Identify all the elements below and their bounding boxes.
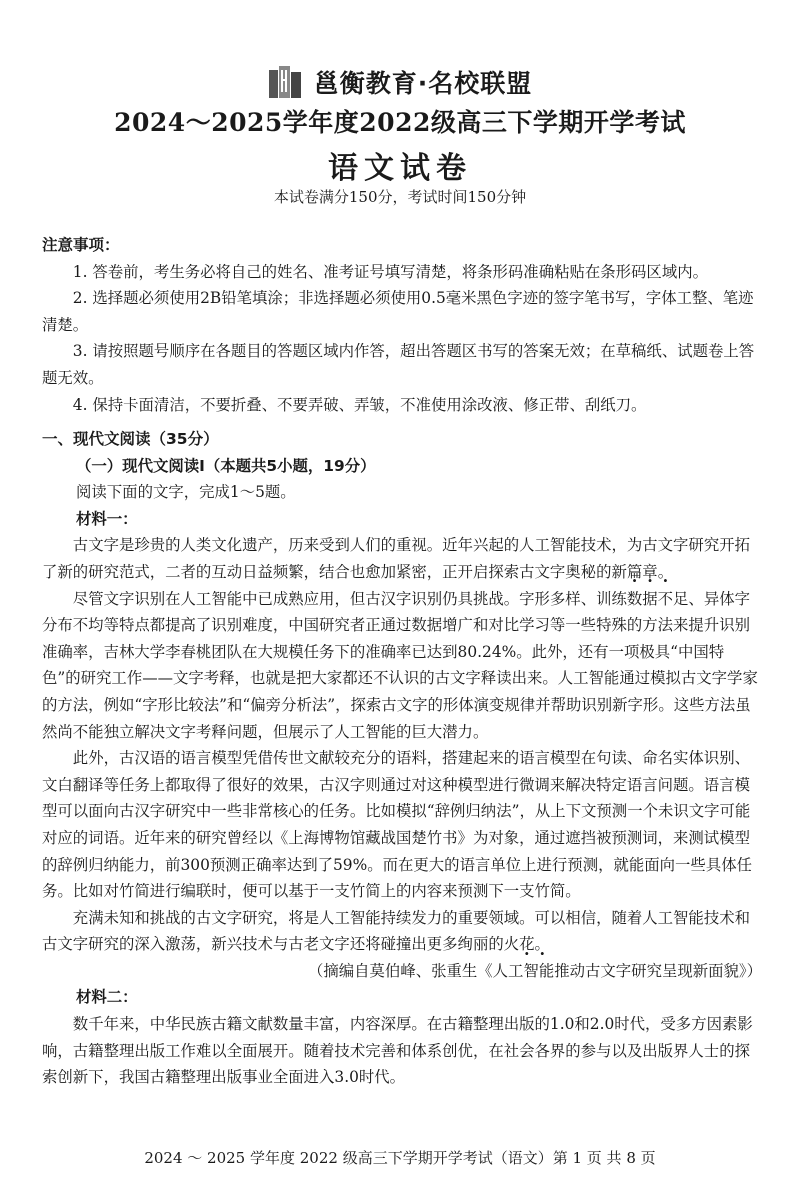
m1-p4-end: 。 (534, 935, 550, 954)
m1-p4-text: 充满未知和挑战的古文字研究，将是人工智能持续发力的重要领域。可以相信，随着人工智能技术和古文字研究的深入激荡，新兴技术与古老文字还将碰撞出更多绚丽的 (42, 908, 750, 954)
reading-instruction: 阅读下面的文字，完成1～5题。 (76, 483, 296, 502)
material-1-paragraph: 此外，古汉语的语言模型凭借传世文献较充分的语料，搭建起来的语言模型在句读、命名实体识别、文白翻译等任务上都取得了很好的效果，古汉字则通过对这种模型进行微调来解决特定语言问题。语言模型可以面向古汉字研究中一些非常核心的任务。比如模拟“辞例归纳法”，从上下文预测一个未识文字可能对应的词语。近年来的研究曾经以《上海博物馆藏战国楚竹书》为对象，通过遮挡被预测词，来测试模型的辞例归纳能力，前300预测正确率达到了59%。而在更大的语言单位上进行预测，就能面向一些具体任务。比如对竹简进行编联时，便可以基于一支竹简上的内容来预测下一支竹简。 (42, 749, 752, 901)
material-1-paragraph (42, 532, 762, 585)
m1-p1-end: 。 (657, 562, 674, 581)
books-logo-icon (268, 64, 302, 100)
m1-p4-dotted-word: 火花 (503, 935, 535, 954)
notice-item-2: 2. 选择题必须使用2B铅笔填涂；非选择题必须使用0.5毫米黑色字迹的签字笔书写，字体工整、笔迹清楚。 (42, 289, 754, 334)
notice-heading: 注意事项： (42, 236, 120, 254)
material-1-paragraph (42, 905, 762, 958)
material-1-paragraph: 尽管文字识别在人工智能中已成熟应用，但古汉字识别仍具挑战。字形多样、训练数据不足、异体字分布不均等特点都提高了识别难度，中国研究者正通过数据增广和对比学习等一些特殊的方法来提升识别准确率，吉林大学李春桃团队在大规模任务下的准确率已达到80.24%。此外，还有一项极具“中国特色”的研究工作——文字考释，也就是把大家都还不认识的古文字释读出来。人工智能通过模拟古文字学家的方法，例如“字形比较法”和“偏旁分析法”，探索古文字的形体演变规律并帮助识别新字形。这些方法虽然尚不能独立解决文字考释问题，但展示了人工智能的巨大潜力。 (42, 589, 758, 741)
header-brand-row (0, 64, 800, 100)
material-2-paragraph: 数千年来，中华民族古籍文献数量丰富，内容深厚。在古籍整理出版的1.0和2.0时代，受多方因素影响，古籍整理出版工作难以全面展开。随着技术完善和体系创优，在社会各界的参与以及出版界人士的探索创新下，我国古籍整理出版事业全面进入3.0时代。 (42, 1015, 753, 1087)
notice-item-1: 1. 答卷前，考生务必将自己的姓名、准考证号填写清楚，将条形码准确粘贴在条形码区域内。 (72, 262, 708, 281)
material-1-label: 材料一： (76, 509, 138, 528)
material-1-source: （摘编自莫伯峰、张重生《人工智能推动古文字研究呈现新面貌》） (307, 961, 762, 980)
score-info: 本试卷满分150分，考试时间150分钟 (273, 188, 527, 206)
m1-p1-dotted-word: 新篇章 (611, 562, 658, 581)
page-footer: 2024 ～ 2025 学年度 2022 级高三下学期开学考试（语文）第 1 页 共 8 页 (144, 1149, 656, 1167)
section-reading (42, 426, 762, 1091)
notice-item-3: 3. 请按照题号顺序在各题目的答题区域内作答，超出答题区书写的答案无效；在草稿纸、试题卷上答题无效。 (42, 342, 755, 387)
exam-title: 2024～2025学年度2022级高三下学期开学考试 (114, 108, 686, 137)
brand-name: 邕衡教育·名校联盟 (313, 69, 533, 98)
material-2-label: 材料二： (76, 988, 138, 1007)
section-title: 一、现代文阅读（35分） (42, 430, 219, 448)
notice-item-4: 4. 保持卡面清洁，不要折叠、不要弄破、弄皱，不准使用涂改液、修正带、刮纸刀。 (72, 395, 647, 414)
m1-p1-text: 古文字是珍贵的人类文化遗产，历来受到人们的重视。近年兴起的人工智能技术，为古文字研究开拓了新的研究范式，二者的互动日益频繁，结合也愈加紧密，正开启探索古文字奥秘的 (42, 536, 750, 581)
subject-title: 语文试卷 (328, 151, 472, 186)
sub-section-title: （一）现代文阅读Ⅰ（本题共5小题，19分） (76, 456, 376, 475)
notice-block (42, 232, 762, 418)
